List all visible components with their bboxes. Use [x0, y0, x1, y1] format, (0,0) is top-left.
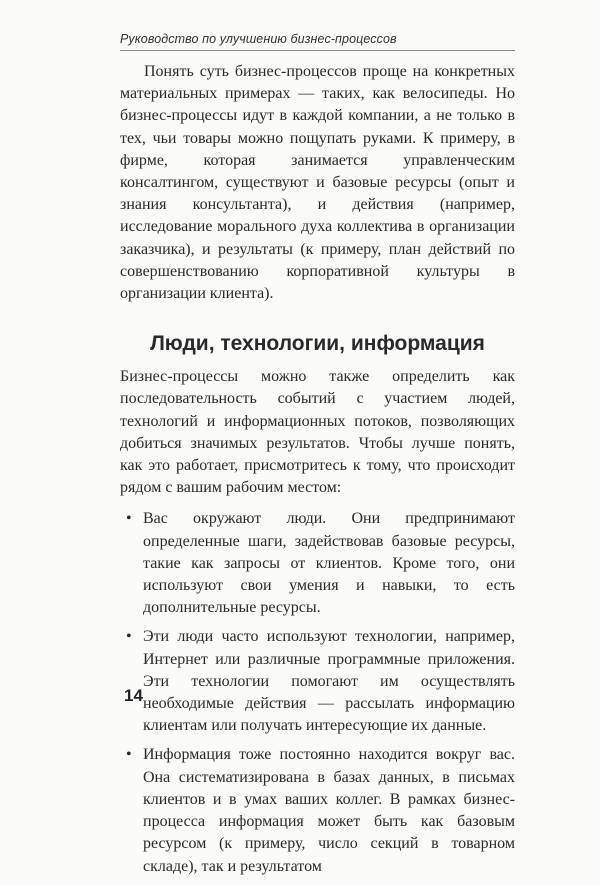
intro-paragraph: Понять суть бизнес-процессов проще на конкретных материальных примерах — таких, как велосипеды. Но бизнес-процессы идут в каждой компании, а не только в тех, чьи товары можно пощупать руками. К примеру, в фирме, которая занимается управленческим консалтингом, существуют и базовые ресурсы (опыт и знания консультанта), и действия (например, исследование морального духа коллектива в организации заказчика), и результаты (к примеру, план действий по совершенствованию корпоративной культуры в организации клиента). [120, 63, 515, 303]
list-item [120, 744, 515, 877]
list-item-text: Эти люди часто используют технологии, например, Интернет или различные программные приложения. Эти технологии помогают им осуществлять необходимые действия — рассылать информацию клиентам или получать интересующие их данные. [143, 628, 515, 735]
bullet-marker: • [126, 628, 132, 646]
bullet-list [120, 508, 515, 877]
bullet-marker: • [126, 510, 132, 528]
section-heading: Люди, технологии, информация [150, 332, 485, 356]
list-item-text: Вас окружают люди. Они предпринимают определенные шаги, задействовав базовые ресурсы, такие как запросы от клиентов. Кроме того, они используют свои умения и навыки, то есть дополнительные ресурсы. [143, 510, 515, 617]
section-lead-paragraph: Бизнес-процессы можно также определить как последовательность событий с участием людей, технологий и информационных потоков, позволяющих добиться значимых результатов. Чтобы лучше понять, как это работает, присмотритесь к тому, что происходит рядом с вашим рабочим местом: [120, 368, 515, 497]
page-number: 14 [124, 686, 143, 705]
list-item-text: Информация тоже постоянно находится вокруг вас. Она систематизирована в базах данных, в письмах клиентов и в умах ваших коллег. В рамках бизнес-процесса информация может быть как базовым ресурсом (к примеру, число секций в товарном складе), так и результатом [143, 746, 515, 875]
list-item [120, 626, 515, 737]
list-item [120, 508, 515, 619]
bullet-marker: • [126, 746, 132, 764]
page-body [120, 61, 515, 885]
header-divider [120, 50, 515, 51]
running-header: Руководство по улучшению бизнес-процессов [120, 32, 397, 46]
